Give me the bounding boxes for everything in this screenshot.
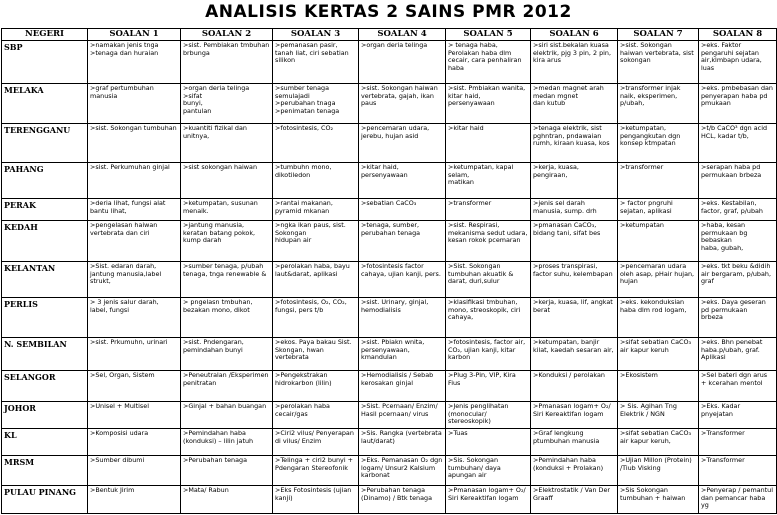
state-name: TERENGGANU (2, 124, 88, 163)
question-cell: >Peneutralan /Eksperimen penitratan (181, 371, 273, 402)
question-cell: >proses transpirasi, factor suhu, kelembapan (531, 262, 618, 298)
question-cell: >sumber tenaga semulajadi >perubahan tnaga >penimatan tenaga (273, 84, 359, 124)
table-row (2, 163, 777, 199)
question-cell: >pmanasan CaCO₃, bidang tani, sifat bes (531, 221, 618, 262)
question-cell: >Tuas (446, 429, 531, 456)
question-cell: >sist. Sokongan tumbuhan (88, 124, 181, 163)
table-row (2, 429, 777, 456)
question-cell: >Bentuk Jirim (88, 486, 181, 514)
question-cell: >Jenis penglihatan (monocular/ stereoskopik) (446, 402, 531, 429)
question-cell: >Sel bateri dgn arus + kcerahan mentol (699, 371, 777, 402)
question-cell: >sifat sebatian CaCO₃ air kapur keruh, (618, 429, 699, 456)
question-cell: >ngka ikan paus, sist. Sokongan hidupan air (273, 221, 359, 262)
question-cell: >Sel, Organ, Sistem (88, 371, 181, 402)
question-cell: >ekos. Paya bakau Sist. Skongan, hwan vertebrata (273, 338, 359, 371)
question-cell: >Unisel + Multisel (88, 402, 181, 429)
question-cell: >Mata/ Rabun (181, 486, 273, 514)
question-cell: > tenaga haba, Perolakan haba dlm cecair, cara penhaliran haba (446, 41, 531, 84)
question-cell: >eks. Kestabilan, factor, graf, p/ubah (699, 199, 777, 221)
question-cell: >deria lihat, fungsi alat bantu lihat, (88, 199, 181, 221)
question-cell: >kuantiti fizikal dan unitnya, (181, 124, 273, 163)
question-cell: >Sist. edaran darah, jantung manusia,label strukt, (88, 262, 181, 298)
question-cell: >ketumpatan, banjir kilat, kaedah sesaran air, (531, 338, 618, 371)
table-row (2, 84, 777, 124)
question-cell: >kitar haid, persenyawaan (359, 163, 446, 199)
question-cell: >fotosintesis factor cahaya, ujian kanji, pers. (359, 262, 446, 298)
state-name: N. SEMBILAN (2, 338, 88, 371)
question-cell: >Perubahan tenaga (Dinamo) / Btk tenaga (359, 486, 446, 514)
question-cell: >namakan jenis tnga >tenaga dan huraian (88, 41, 181, 84)
question-cell: >sist sokongan haiwan (181, 163, 273, 199)
question-cell: >perolakan haba cecair/gas (273, 402, 359, 429)
header-soalan-7: SOALAN 7 (618, 29, 699, 41)
question-cell: >sebatian CaCO₃ (359, 199, 446, 221)
question-cell: >organ deria telinga (359, 41, 446, 84)
page-title: ANALISIS KERTAS 2 SAINS PMR 2012 (205, 2, 572, 22)
question-cell: >Ciri2 vilus/ Penyerapan di vilus/ Enzim (273, 429, 359, 456)
question-cell: >Sis. Sokongan tumbuhan/ daya apungan air (446, 456, 531, 486)
question-cell: >medan magnet arah medan mgnet dan kutub (531, 84, 618, 124)
question-cell: >tumbuhn mono, dikotiledon (273, 163, 359, 199)
question-cell: >ketumpatan, pengangkutan dgn konsep ktmpatan (618, 124, 699, 163)
question-cell: >ketumpatan, susunan menaik. (181, 199, 273, 221)
question-cell: >Sumber dibumi (88, 456, 181, 486)
question-cell: >Pemindahan haba (konduksi + Prolakan) (531, 456, 618, 486)
question-cell: >eks. Bhn penebat haba.p/ubah, graf. Aplikasi (699, 338, 777, 371)
question-cell: >fotosintesis, O₂, CO₂, fungsi, pers t/b (273, 298, 359, 338)
question-cell: >ketumpatan, kapal selam, matikan (446, 163, 531, 199)
question-cell: >Eks. Kadar pnyejatan (699, 402, 777, 429)
question-cell: >Perubahan tenaga (181, 456, 273, 486)
header-negeri: NEGERI (2, 29, 88, 41)
question-cell: >Sis. Rangka (vertebrata laut/darat) (359, 429, 446, 456)
state-name: PAHANG (2, 163, 88, 199)
question-cell: >Pmanasan logam+ O₂/ Siri Kereaktifan logam (446, 486, 531, 514)
question-cell: > 3 jenis salur darah, label, fungsi (88, 298, 181, 338)
question-cell: >pencemaran udara, jerebu, hujan asid (359, 124, 446, 163)
question-cell: >fotosintesis, CO₂ (273, 124, 359, 163)
question-cell: >Transformer (699, 456, 777, 486)
question-cell: >Sist. Pcernaan/ Enzim/ Hasil pcernaan/ virus (359, 402, 446, 429)
question-cell: >tenaga elektrik, sist pghntran, pndawaian rumh, kiraan kuasa, kos (531, 124, 618, 163)
question-cell: >Plug 3-Pin, VIP, Kira Fius (446, 371, 531, 402)
question-cell: >Ujian Millon (Protein) /Tiub Visking (618, 456, 699, 486)
question-cell: >organ deria telinga >sifat bunyi, pantulan (181, 84, 273, 124)
table-row (2, 298, 777, 338)
question-cell: >sist. Respirasi, mekanisma sedut udara, kesan rokok pcemaran (446, 221, 531, 262)
question-cell: >kerja, kuasa, pengiraan, (531, 163, 618, 199)
question-cell: >transformer (618, 163, 699, 199)
state-name: MELAKA (2, 84, 88, 124)
question-cell: >sist. Pbiakn wnita, persenyawaan, kmandulan (359, 338, 446, 371)
question-cell: >pengelasan haiwan vertebrata dan ciri (88, 221, 181, 262)
table-row (2, 262, 777, 298)
question-cell: >transformer injak naik, eksperimen, p/ubah, (618, 84, 699, 124)
question-cell: >eks. Daya geseran pd permukaan brbeza (699, 298, 777, 338)
table-row (2, 402, 777, 429)
question-cell: >kitar haid (446, 124, 531, 163)
question-cell: >Transformer (699, 429, 777, 456)
header-soalan-2: SOALAN 2 (181, 29, 273, 41)
header-soalan-4: SOALAN 4 (359, 29, 446, 41)
question-cell: >Graf lengkung ptumbuhan manusia (531, 429, 618, 456)
question-cell: >Konduksi / perolakan (531, 371, 618, 402)
question-cell: > Sis. Agihan Tng Elektrik / NGN (618, 402, 699, 429)
question-cell: >serapan haba pd permukaan brbeza (699, 163, 777, 199)
question-cell: >pencemaran udara oleh asap, pHair hujan, hujan (618, 262, 699, 298)
question-cell: >sist. Perkumuhan ginjal (88, 163, 181, 199)
header-soalan-3: SOALAN 3 (273, 29, 359, 41)
question-cell: >sist. Pmbiakan wanita, kitar haid, persenyawaan (446, 84, 531, 124)
question-cell: >fotosintesis, factor air, CO₂, ujian kanji, kitar karbon (446, 338, 531, 371)
table-row (2, 124, 777, 163)
state-name: PERLIS (2, 298, 88, 338)
state-name: JOHOR (2, 402, 88, 429)
question-cell: >sist. Sokongan haiwan vertebrata, gajah, ikan paus (359, 84, 446, 124)
question-cell: >Ginjal + bahan buangan (181, 402, 273, 429)
question-cell: >Telinga + ciri2 bunyi + Pdengaran Stereofonik (273, 456, 359, 486)
question-cell: >Hemodialisis / Sebab kerosakan ginjal (359, 371, 446, 402)
question-cell: >Sis Sokongan tumbuhan + haiwan (618, 486, 699, 514)
question-cell: >Pmanasan logam+ O₂/ Siri Kereaktifan logam (531, 402, 618, 429)
state-name: KEDAH (2, 221, 88, 262)
question-cell: >sifat sebatian CaCO₃ air kapur keruh (618, 338, 699, 371)
header-soalan-8: SOALAN 8 (699, 29, 777, 41)
question-cell: >Pemindahan haba (konduksi) – lilin jatuh (181, 429, 273, 456)
question-cell: >eks. pmbebasan dan penyerapan haba pd pmukaan (699, 84, 777, 124)
question-cell: >eks. Faktor pengaruhi sejatan air,klmbapn udara, luas (699, 41, 777, 84)
question-cell: >eks. tkt beku &didih air bergaram, p/ubah, graf (699, 262, 777, 298)
question-cell: >sist. Prkumuhn, urinari (88, 338, 181, 371)
table-row (2, 456, 777, 486)
state-name: PERAK (2, 199, 88, 221)
question-cell: >Eks Fotosintesis (ujian kanji) (273, 486, 359, 514)
question-cell: >sumber tenaga, p/ubah tenaga, tnga renewable & (181, 262, 273, 298)
analysis-table (1, 28, 777, 514)
question-cell: >ketumpatan (618, 221, 699, 262)
question-cell: >sist. Urinary, ginjal, hemodialisis (359, 298, 446, 338)
question-cell: >jantung manusia, keratan batang pokok, kump darah (181, 221, 273, 262)
question-cell: >perolakan haba, bayu laut&darat, aplikasi (273, 262, 359, 298)
table-row (2, 371, 777, 402)
header-soalan-1: SOALAN 1 (88, 29, 181, 41)
table-row (2, 486, 777, 514)
question-cell: >Ekosistem (618, 371, 699, 402)
header-row (2, 29, 777, 41)
question-cell: > pngelasn tmbuhan, bezakan mono, dikot (181, 298, 273, 338)
question-cell: >klasifikasi tmbuhan, mono, streoskopik, ciri cahaya, (446, 298, 531, 338)
question-cell: >sist. Pembiakan tmbuhan brbunga (181, 41, 273, 84)
state-name: KL (2, 429, 88, 456)
question-cell: >t/b CaCO³ dgn acid HCL, kadar t/b, (699, 124, 777, 163)
question-cell: >tenaga, sumber, perubahan tenaga (359, 221, 446, 262)
table-row (2, 199, 777, 221)
state-name: SBP (2, 41, 88, 84)
question-cell: >Eks. Pemanasan O₂ dgn logam/ Unsur2 Kalsium karbonat (359, 456, 446, 486)
header-soalan-5: SOALAN 5 (446, 29, 531, 41)
question-cell: >siri sist.bekalan kuasa elektrik, pjg 3 pin, 2 pin, kira arus (531, 41, 618, 84)
question-cell: >sist. Sokongan haiwan vertebrata, sist sokongan (618, 41, 699, 84)
question-cell: >Elektrostatik / Van Der Graaff (531, 486, 618, 514)
question-cell: > factor pngruhi sejatan, aplikasi (618, 199, 699, 221)
question-cell: >haba, kesan permukaan bg bebaskan haba, gubah, (699, 221, 777, 262)
table-row (2, 221, 777, 262)
table-row (2, 41, 777, 84)
state-name: MRSM (2, 456, 88, 486)
question-cell: >Sist. Sokongan tumbuhan akuatik & darat, duri,sulur (446, 262, 531, 298)
question-cell: >rantai makanan, pyramid mkanan (273, 199, 359, 221)
question-cell: >Komposisi udara (88, 429, 181, 456)
state-name: KELANTAN (2, 262, 88, 298)
question-cell: >Pengekstrakan hidrokarbon (lilin) (273, 371, 359, 402)
question-cell: >Penyerap / pemantul dan pemancar haba yg (699, 486, 777, 514)
table-row (2, 338, 777, 371)
state-name: SELANGOR (2, 371, 88, 402)
question-cell: >pemanasan pasir, tanah liat, ciri sebatian silikon (273, 41, 359, 84)
question-cell: >kerja, kuasa, lif, angkat berat (531, 298, 618, 338)
question-cell: >jenis sel darah manusia, sump. drh (531, 199, 618, 221)
question-cell: >eks. kekonduksian haba dlm rod logam, (618, 298, 699, 338)
state-name: PULAU PINANG (2, 486, 88, 514)
question-cell: >transformer (446, 199, 531, 221)
question-cell: >sist. Pndengaran, pemindahan bunyi (181, 338, 273, 371)
question-cell: >graf pertumbuhan manusia (88, 84, 181, 124)
header-soalan-6: SOALAN 6 (531, 29, 618, 41)
